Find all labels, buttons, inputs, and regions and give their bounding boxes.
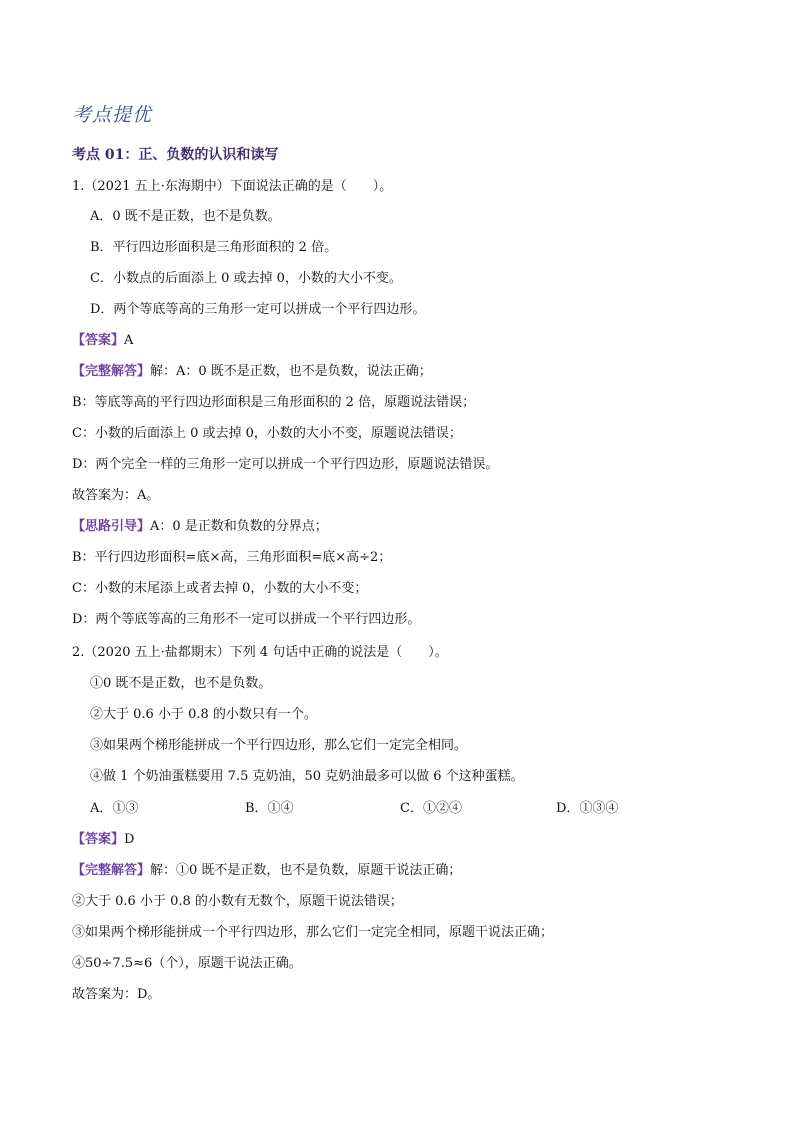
hint-text: A：0 是正数和负数的分界点；: [150, 519, 328, 534]
q2-solution-line: [72, 862, 461, 880]
q2-option-b: B．①④: [245, 801, 294, 816]
q1-hint-line: D：两个等底等高的三角形不一定可以拼成一个平行四边形。: [72, 612, 421, 627]
q2-option-c: C．①②④: [400, 801, 462, 816]
q2-stem: 2.（2020 五上·盐都期末）下列 4 句话中正确的说法是（ ）。: [72, 645, 448, 660]
q1-solution-line: 故答案为：A。: [72, 488, 160, 503]
q2-statement: ①0 既不是正数，也不是负数。: [90, 676, 272, 691]
q2-statement: ③如果两个梯形能拼成一个平行四边形，那么它们一定完全相同。: [90, 738, 468, 753]
q2-answer: [72, 831, 134, 849]
q2-statement: ④做 1 个奶油蛋糕要用 7.5 克奶油，50 克奶油最多可以做 6 个这种蛋糕。: [90, 769, 524, 784]
q1-solution-line: C：小数的后面添上 0 或去掉 0，小数的大小不变，原题说法错误；: [72, 426, 462, 441]
q1-solution-line: [72, 363, 432, 381]
solution-text: 解：①0 既不是正数，也不是负数，原题干说法正确；: [150, 863, 462, 878]
q1-option-d: D．两个等底等高的三角形一定可以拼成一个平行四边形。: [90, 302, 426, 317]
answer-value: D: [124, 832, 135, 847]
solution-tag: 【完整解答】: [72, 364, 151, 379]
q2-option-d: D．①③④: [556, 801, 619, 816]
section-heading: 考点提优: [72, 104, 153, 126]
q2-solution-line: ②大于 0.6 小于 0.8 的小数有无数个，原题干说法错误；: [72, 894, 403, 909]
hint-tag: 【思路引导】: [72, 519, 151, 534]
q1-answer: [72, 332, 133, 350]
solution-text: 解：A：0 既不是正数，也不是负数，说法正确；: [150, 364, 432, 379]
answer-value: A: [124, 333, 134, 348]
q1-option-a: A．0 既不是正数，也不是负数。: [90, 209, 281, 224]
topic-title: 考点 01：正、负数的认识和读写: [72, 147, 279, 163]
solution-tag: 【完整解答】: [72, 863, 151, 878]
q1-option-b: B．平行四边形面积是三角形面积的 2 倍。: [90, 240, 338, 255]
q1-option-c: C．小数点的后面添上 0 或去掉 0，小数的大小不变。: [90, 271, 402, 286]
q1-solution-line: B：等底等高的平行四边形面积是三角形面积的 2 倍，原题说法错误；: [72, 395, 476, 410]
q2-solution-line: ④50÷7.5≈6（个），原题干说法正确。: [72, 956, 302, 971]
q1-hint-line: C：小数的末尾添上或者去掉 0，小数的大小不变；: [72, 581, 368, 596]
q2-statement: ②大于 0.6 小于 0.8 的小数只有一个。: [90, 707, 317, 722]
q1-hint-line: B：平行四边形面积=底×高，三角形面积=底×高÷2；: [72, 550, 392, 565]
answer-tag: 【答案】: [72, 832, 125, 847]
answer-tag: 【答案】: [72, 333, 125, 348]
q2-solution-line: ③如果两个梯形能拼成一个平行四边形，那么它们一定完全相同，原题干说法正确；: [72, 925, 554, 940]
q2-option-a: A．①③: [90, 801, 139, 816]
q1-solution-line: D：两个完全一样的三角形一定可以拼成一个平行四边形，原题说法错误。: [72, 457, 499, 472]
q1-stem: 1.（2021 五上·东海期中）下面说法正确的是（ ）。: [72, 179, 393, 194]
q1-hint-line: [72, 518, 328, 536]
q2-solution-line: 故答案为：D。: [72, 987, 161, 1002]
